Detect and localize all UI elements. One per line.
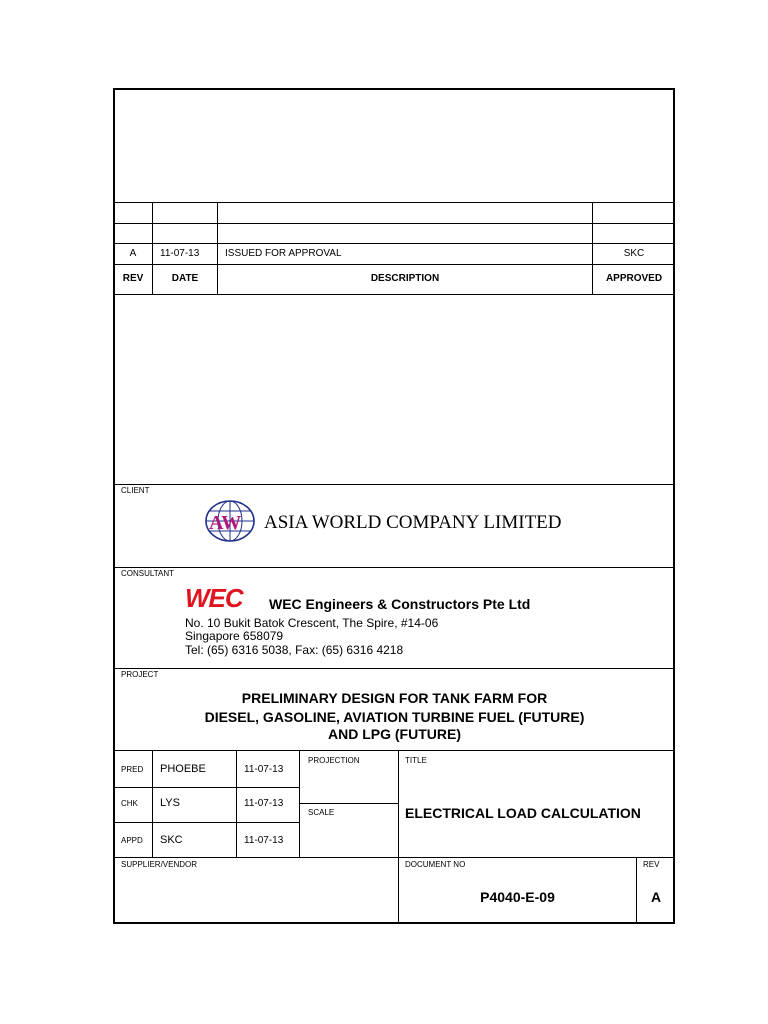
supplier-label: SUPPLIER/VENDOR xyxy=(121,860,198,869)
projection-scale-divider xyxy=(299,803,398,804)
wec-logo: WEC xyxy=(185,583,243,613)
signoff-date-appd: 11-07-13 xyxy=(244,835,284,846)
rev-table-bottom-line xyxy=(114,294,675,295)
project-title-line-1: PRELIMINARY DESIGN FOR TANK FARM FOR xyxy=(241,690,548,706)
consultant-top-line xyxy=(114,567,675,568)
client-label: CLIENT xyxy=(121,486,150,495)
asia-world-logo xyxy=(203,498,257,544)
rev-table-top-line xyxy=(114,202,675,203)
signoff-col-1 xyxy=(152,750,153,857)
project-title-line-3: AND LPG (FUTURE) xyxy=(328,726,461,742)
rev-table-line-3 xyxy=(114,243,675,244)
rev-row3-approved: SKC xyxy=(623,248,645,259)
document-no-label: DOCUMENT NO xyxy=(405,860,466,869)
document-title: ELECTRICAL LOAD CALCULATION xyxy=(405,805,641,821)
rev-header-description: DESCRIPTION xyxy=(370,273,440,284)
consultant-address-1: No. 10 Bukit Batok Crescent, The Spire, #14-06 xyxy=(185,616,439,630)
signoff-col-3 xyxy=(299,750,300,857)
rev-header-date: DATE xyxy=(171,273,199,284)
rev-row3-description: ISSUED FOR APPROVAL xyxy=(225,248,342,259)
client-name: ASIA WORLD COMPANY LIMITED xyxy=(264,512,562,533)
rev-row3-rev: A xyxy=(129,248,137,259)
consultant-name: WEC Engineers & Constructors Pte Ltd xyxy=(269,596,531,612)
signoff-role-appd: APPD xyxy=(121,836,143,845)
rev-table-line-4 xyxy=(114,264,675,265)
consultant-label: CONSULTANT xyxy=(121,569,175,578)
consultant-address-2: Singapore 658079 xyxy=(185,629,284,643)
rev-header-rev: REV xyxy=(122,273,144,284)
signoff-date-chk: 11-07-13 xyxy=(244,798,284,809)
rev-table-line-2 xyxy=(114,223,675,224)
signoff-role-pred: PRED xyxy=(121,765,144,774)
rev-row3-date: 11-07-13 xyxy=(160,248,200,259)
title-block-frame xyxy=(113,88,675,924)
signoff-date-pred: 11-07-13 xyxy=(244,764,284,775)
signoff-name-chk: LYS xyxy=(160,797,180,809)
supplier-top-line xyxy=(114,857,675,858)
project-title-line-2: DIESEL, GASOLINE, AVIATION TURBINE FUEL (FUTURE) xyxy=(204,709,585,725)
signoff-role-chk: CHK xyxy=(121,799,138,808)
consultant-contact: Tel: (65) 6316 5038, Fax: (65) 6316 4218 xyxy=(185,643,404,657)
client-top-line xyxy=(114,484,675,485)
rev-label: REV xyxy=(643,860,660,869)
document-number: P4040-E-09 xyxy=(480,889,555,905)
signoff-line-2 xyxy=(114,822,299,823)
project-top-line xyxy=(114,668,675,669)
signoff-top-line xyxy=(114,750,675,751)
signoff-name-appd: SKC xyxy=(160,834,183,846)
svg-text:AW: AW xyxy=(209,512,242,534)
document-rev: A xyxy=(650,889,662,905)
project-label: PROJECT xyxy=(121,670,159,679)
projection-label: PROJECTION xyxy=(308,756,360,765)
scale-label: SCALE xyxy=(308,808,335,817)
signoff-name-pred: PHOEBE xyxy=(160,763,206,775)
signoff-col-2 xyxy=(236,750,237,857)
title-label: TITLE xyxy=(405,756,427,765)
signoff-line-1 xyxy=(114,787,299,788)
rev-header-approved: APPROVED xyxy=(605,273,663,284)
